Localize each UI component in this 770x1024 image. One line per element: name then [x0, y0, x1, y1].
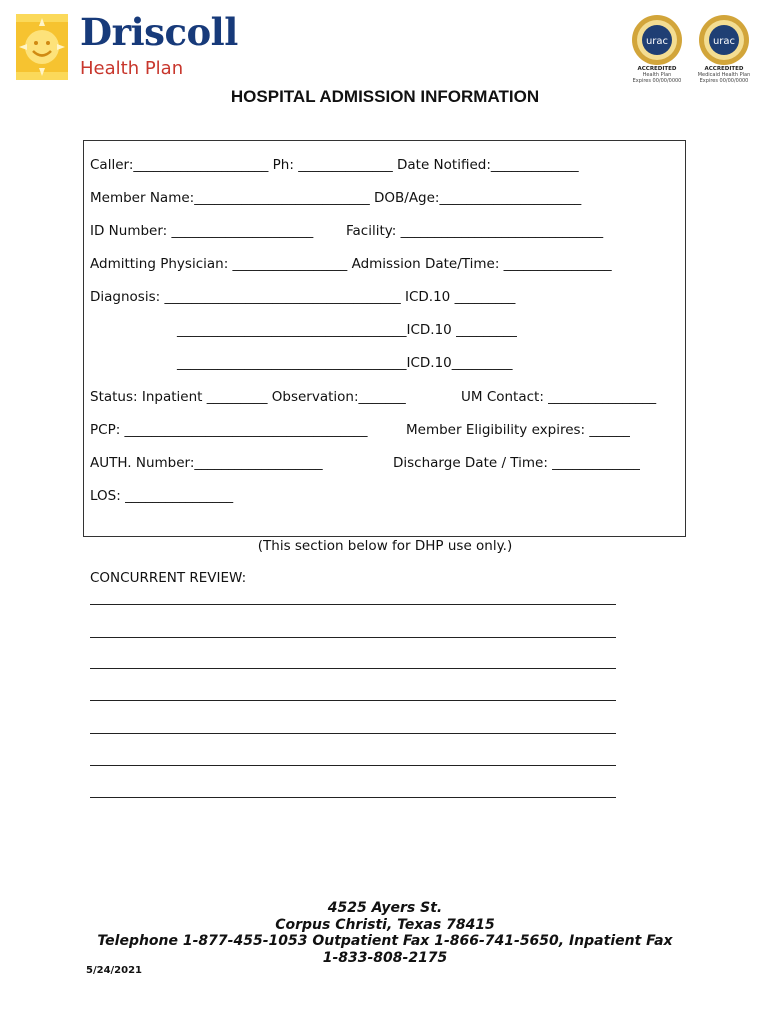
footer-phones-cont: 1-833-808-2175: [322, 950, 448, 966]
logo-name: Driscoll: [80, 10, 238, 54]
review-line[interactable]: [90, 668, 616, 669]
admitting-physician-field[interactable]: Admitting Physician: _________________ Admission Date/Time: ________________: [90, 256, 612, 272]
auth-number-field[interactable]: AUTH. Number:___________________: [90, 455, 323, 471]
urac-seal-medicaid: [695, 14, 753, 84]
seal-caption: Expires 00/00/0000: [699, 78, 749, 84]
concurrent-review-label: CONCURRENT REVIEW:: [90, 570, 247, 586]
review-line[interactable]: [90, 637, 616, 638]
los-field[interactable]: LOS: ________________: [90, 488, 234, 504]
seal-caption: Expires 00/00/0000: [632, 78, 682, 84]
review-line[interactable]: [90, 765, 616, 766]
seal-caption: ACCREDITED: [704, 66, 744, 72]
diagnosis-line-3[interactable]: __________________________________ICD.10_________: [177, 355, 513, 371]
status-field[interactable]: Status: Inpatient _________ Observation:_______: [90, 389, 406, 405]
seal-caption: Health Plan: [642, 72, 672, 78]
page-title: HOSPITAL ADMISSION INFORMATION: [230, 87, 540, 106]
footer-address-city: Corpus Christi, Texas 78415: [275, 917, 495, 933]
seal-brand: urac: [645, 36, 669, 47]
review-line[interactable]: [90, 733, 616, 734]
review-line[interactable]: [90, 604, 616, 605]
revision-date: 5/24/2021: [86, 965, 143, 976]
member-field[interactable]: Member Name:__________________________ DOB/Age:_____________________: [90, 190, 582, 206]
seal-brand: urac: [712, 36, 736, 47]
diagnosis-line-2[interactable]: __________________________________ICD.10 _________: [177, 322, 517, 338]
urac-seal-icon: [698, 14, 750, 66]
footer-phones: Telephone 1-877-455-1053 Outpatient Fax 1-866-741-5650, Inpatient Fax: [97, 933, 673, 949]
um-contact-field[interactable]: UM Contact: ________________: [461, 389, 657, 405]
seal-caption: Medicaid Health Plan: [697, 72, 751, 78]
caller-field[interactable]: Caller:____________________ Ph: ______________ Date Notified:_____________: [90, 157, 579, 173]
id-number-field[interactable]: ID Number: _____________________: [90, 223, 314, 239]
diagnosis-field[interactable]: Diagnosis: ___________________________________ ICD.10 _________: [90, 289, 516, 305]
urac-seal-health-plan: [628, 14, 686, 84]
sun-logo-icon: [16, 14, 68, 80]
facility-field[interactable]: Facility: ______________________________: [346, 223, 604, 239]
discharge-field[interactable]: Discharge Date / Time: _____________: [393, 455, 640, 471]
footer-address-street: 4525 Ayers St.: [327, 900, 443, 916]
review-line[interactable]: [90, 797, 616, 798]
pcp-field[interactable]: PCP: ____________________________________: [90, 422, 368, 438]
eligibility-field[interactable]: Member Eligibility expires: ______: [406, 422, 630, 438]
urac-seal-icon: [631, 14, 683, 66]
logo-subtitle: Health Plan: [80, 58, 184, 79]
dhp-use-note: (This section below for DHP use only.): [257, 538, 513, 554]
seal-caption: ACCREDITED: [637, 66, 677, 72]
review-line[interactable]: [90, 700, 616, 701]
